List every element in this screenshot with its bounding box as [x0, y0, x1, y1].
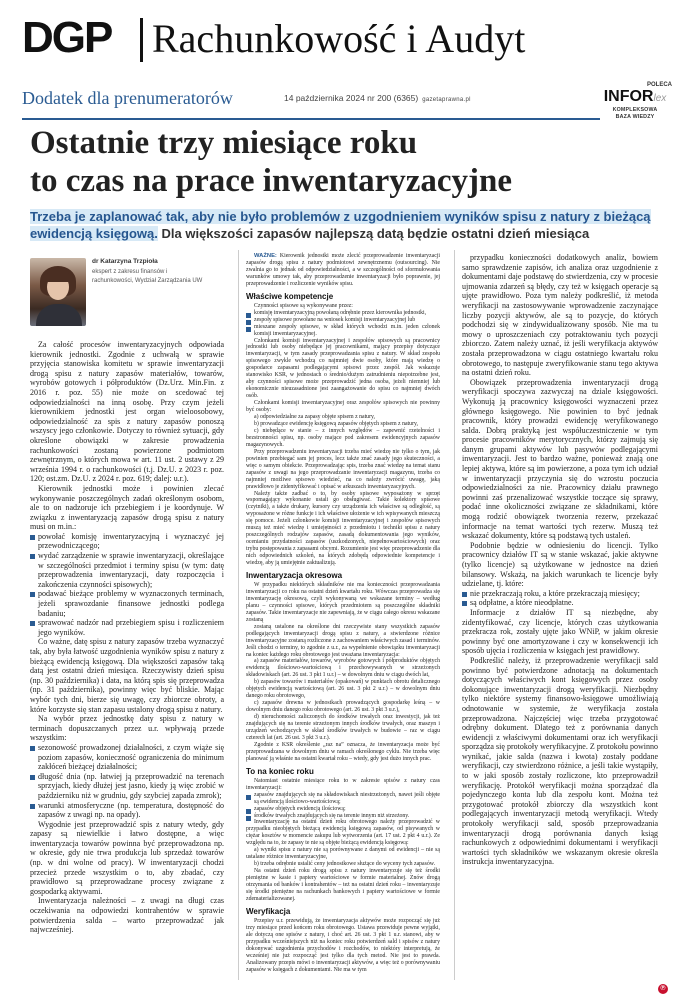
badge-tag: POLECA: [646, 82, 672, 88]
brand-name: INFOR: [603, 88, 654, 105]
paragraph-text: Kierownik jednostki może zlecić przeprowadzenie inwentaryzacji zapasów drogą spisu z natury podmiotowi zewnętrznemu (outsourcing). Nie zwalnia go to jednak od odpowiedzialności, a w szczególności od sformułowania warunków umowy tak, aby przeprowadzenie inwentaryzacji było poprawnie, jej przeprowadzenie i rozliczenie wyników spisu.: [246, 253, 440, 287]
paragraph: [246, 624, 440, 659]
article-column-3: [462, 253, 658, 867]
article-column-2: [246, 253, 440, 974]
paragraph-text: komisję inwentaryzacyjną powołaną odrębnie przez kierownika jednostki,: [254, 309, 427, 316]
subheading: [246, 766, 440, 777]
paragraph: [462, 541, 658, 589]
article-column-1: [30, 340, 224, 935]
paragraph-text: Kierownik jednostki może i powinien zlecać wykonywanie poszczególnych zadań określonym osobom, ale to on nadzoruje ich przebiegiem i je koordynuje. W związku z inwentaryzacją zapasów drogą spisu z natury musi on m.in.:: [30, 483, 224, 532]
lead-highlight-1: Trzeba je zaplanować tak, aby nie było problemów z uzgodnieniem wyników spisu z natury z bieżącą: [30, 209, 651, 224]
issue-info: [284, 93, 471, 103]
paragraph: [246, 303, 440, 310]
headline-line-1: Ostatnie trzy miesiące roku: [30, 125, 418, 161]
paragraph-text: Członkami komisji inwentaryzacyjnej oraz zespołów spisowych nie powinny być osoby:: [246, 400, 440, 414]
paragraph-text: b) prowadzące ewidencję księgową zapasów objętych spisem z natury,: [254, 420, 418, 427]
paragraph-text: długość dnia (np. łatwiej ją przeprowadzić na terenach sprzyjach, kiedy dłużej jest jasno, kiedy ją więc zrobić w październiku niż w grudniu, gdy szybciej zapada zmrok);: [38, 771, 224, 800]
paragraph: [30, 820, 224, 897]
paragraph: [246, 700, 440, 714]
paragraph-text: Podobnie będzie w odniesieniu do licencji. Tylko pracownicy działów IT są w stanie wskazać, jakie aktywne (tylko licencje) są użytkowane w jednostce na dzień bilansowy. Wskażą, na jakich warunkach te licencje były udzielane, tj. które:: [462, 540, 658, 589]
bullet-item: [30, 743, 224, 772]
paragraph-text: b) zapasów towarów i materiałów (opakowań) w punktach obrotu detalicznego objętych ewidencją wartościową (art. 26 ust. 3 pkt 2 u.r.) – w dowolnym dniu danego roku obrotowego,: [246, 679, 440, 700]
paragraph-text: W przypadku niektórych składników nie ma konieczności przeprowadzania inwentaryzacji co roku na ostatni dzień kwartału roku. Wówczas przeprowadza się inwentaryzację okresową, czyli wykonywaną we wskazane terminy – według planu – czynności spisowe, których przedmiotem są poszczególne składniki zapasów. Takie inwentaryzacje nie zapewniają, że w ciągu całego okresu wskazane zostaną: [246, 581, 440, 623]
paragraph-text: zapasów znajdujących się na składowiskach niestrzeżonych, nawet jeśli objęte są ewidencją ilościowo-wartościową;: [254, 791, 440, 805]
column-divider: [238, 250, 239, 980]
paragraph: [30, 637, 224, 714]
author-role: ekspert z zakresu finansów i rachunkowości, Wydział Zarządzania UW: [92, 269, 203, 284]
paragraph-text: są odpłatne, a które nieodpłatne.: [470, 598, 574, 608]
issue-date: 14 października 2024 nr 200 (6365): [284, 93, 419, 103]
paragraph: [30, 714, 224, 743]
paragraph: [246, 679, 440, 700]
paragraph-text: Na wybór przez jednostkę daty spisu z natury w terminach dopuszczanych przez u.r. wpływają przede wszystkim:: [30, 714, 224, 743]
paragraph-text: Weryfikacja: [246, 906, 291, 916]
paragraph-text: Na ostatni dzień roku drogą spisu z natury inwentaryzuje się też środki pieniężne w kasie i papiery wartościowe w formie materialnej. Znów drogą otrzymania od banków i kontrahentów – też na ostatni dzień roku – inwentaryzuje się środki pieniężne na rachunkach bankowych i papiery wartościowe w formie zdematerializowanej.: [246, 868, 440, 902]
paragraph-text: przypadku konieczności dodatkowych analiz, bowiem samo sprawdzenie zapisów, ich analiza oraz uzgodnienie z dokumentami daje podstawę do stwierdzenia, czy w procesie ujmowania zdarzeń są błędy, czy też w księgach operacje są ujęte prawidłowo. Poza tym należy podkreślić, iż metoda weryfikacji na zastosowywanie wprowadzenie zaczynające liczby pozycji aktywów, ale są to pozycje, do których podchodzi się w zindywidualizowany sposób. Nie ma tu mowy o uproszczeniach czy potraktowaniu tych pozycji zbiorczo. Zatem należy uznać, iż jeśli weryfikacja aktywów została przeprowadzona w ciągu ostatniego kwartału roku obrotowego, to następuje zweryfikowanie stanu tego aktywa na ostatni dzień roku.: [462, 253, 658, 378]
headline-line-2: to czas na prace inwentaryzacyjne: [30, 163, 513, 199]
bullet-item: [30, 589, 224, 618]
paragraph: [30, 484, 224, 532]
paragraph: [246, 400, 440, 414]
bullet-item: [246, 792, 440, 806]
paragraph: [462, 608, 658, 656]
paragraph: [246, 414, 440, 421]
bullet-item: [246, 806, 440, 813]
paragraph-text: Co ważne, datę spisu z natury zapasów trzeba wyznaczyć tak, aby była łatwość uzgodnienia wyników spisu z natury z bieżącą ewidencją księgową. Dla większości zapasów taką datą jest ostatni dzień miesiąca. Rzeczywisty dzień spisu (np. 30 października) i data, na którą spis się przeprowadza (np. 31 października), powinny więc być bliskie. Mając wybór tych dni, bierze się uwagę, czy zbiorcze obroty, a które korzyste się stan zapasu ustalony drogą spisu z natury.: [30, 637, 224, 714]
paragraph: [30, 340, 224, 484]
bullet-item: [30, 618, 224, 637]
paragraph: [246, 428, 440, 449]
paragraph-text: a) zapasów materiałów, towarów, wyrobów gotowych i półproduktów objętych ewidencją ilościowo-wartościową i przechowywanych w strzeżonych składowiskach (art. 26 ust. 3 pkt 1 u.r.) – w dowolnym dniu w ciągu dwóch lat,: [246, 658, 440, 679]
paragraph-text: środków trwałych znajdujących się na terenie innym niż strzeżony.: [254, 812, 410, 819]
bullet-item: [30, 772, 224, 801]
section-title: Rachunkowość i Audyt: [152, 16, 526, 61]
paragraph: [246, 778, 440, 792]
paragraph-text: zespoły spisowe powołane na wniosek komisji inwentaryzacyjnej lub: [254, 316, 416, 323]
masthead: [22, 12, 666, 74]
paragraph: [246, 714, 440, 742]
paragraph-text: Należy także zadbać o to, by osoby spisowe wyposażony w sprzęt wspomagający wykonanie ustali go obsługiwać. Takie kolektory spisowe (czytniki), a także drukary, kursory czy urządzenia ich właściwe są odległość, są wyposażone w różne funkcje i ich właściwe ułożenie w ich wpisywanych mieszczą się pomoce. Jeżeli członkowie komisji inwentaryzacyjnej i zespołów spisowych muszą też mieć wiedzę i umiejętności z przedmiotu i techniki spisu z natury poszczególnych rodzajów zapasów, zasadą dokumentowania jego wyników, ocenianiu przydatności zapasów (uszkodzonych, niepełnowartościowych) oraz trybu postępowania z zapasami obcymi. Rozumienie jest więc przeprowadzenie dla nich odpowiednich szkoleń, na których zdobędą odpowiednie kompetencje i wiedzę, aby ją umiejętnie zaktualizują.: [246, 490, 440, 567]
paragraph: [246, 582, 440, 624]
bullet-item: [30, 532, 224, 551]
author-name: dr Katarzyna Trzpioła: [92, 258, 158, 265]
bullet-item: [462, 598, 658, 608]
paragraph: [30, 896, 224, 934]
important-label: WAŻNE:: [254, 253, 280, 259]
subheader: [22, 88, 612, 110]
paragraph-text: podawać bieżące problemy w wyznaczonych terminach, jeżeli sprawozdanie finansowe jednostki podlega badaniu;: [38, 589, 224, 618]
paragraph-text: nie przekraczają roku, a które przekraczają miesięcy;: [470, 588, 640, 598]
author-box: [30, 258, 203, 328]
bullet-item: [462, 589, 658, 599]
paragraph-text: wydać zarządzenie w sprawie inwentaryzacji, określające w szczególności przedmiot i terminy spisu (w tym: datę przeprowadzenia inwentaryzacji, daty rozpoczęcia i zakończenia czynności spisowych);: [38, 551, 224, 589]
column-divider: [454, 250, 455, 980]
paragraph-text: warunki atmosferyczne (np. temperatura, dostępność do zapasów z uwagi np. na opady).: [38, 800, 224, 820]
paragraph: [246, 338, 440, 401]
header-rule: [22, 118, 600, 120]
paragraph: [246, 491, 440, 567]
paragraph-text: Zgodnie z KSR określenie „raz na” oznacza, że inwentaryzacja może być przeprowadzana w dowolnym dniu w ramach określonego cyklu. Nie trzeba więc planować ją właśnie na ostatni kwartał roku – wtedy, gdy jest dużo innych prac.: [246, 741, 440, 762]
paragraph-text: Natomiast ostatnie miesiące roku to w zakresie spisów z natury czas inwentaryzacji:: [246, 777, 440, 791]
paragraph: [462, 656, 658, 867]
paragraph-text: powołać komisję inwentaryzacyjną i wyznaczyć jej przewodniczącego;: [38, 531, 224, 551]
paragraph-text: Właściwe kompetencje: [246, 291, 334, 301]
paragraph-text: Inwentaryzacja należności – z uwagi na długi czas oczekiwania na odpowiedzi kontrahentów w sprawie potwierdzenia salda – warto przeprowadzać jak najwcześniej.: [30, 896, 224, 935]
copyright-mark: ℗: [658, 984, 668, 994]
paragraph: [246, 421, 440, 428]
paragraph-text: Inwentaryzacja okresowa: [246, 570, 343, 580]
paragraph-text: zostaną ustalone na określone dni rzeczywiste stany wszystkich zapasów podlegających inwentaryzacji drogą spisu z natury, a stwierdzone różnice inwentaryzacyjne zostaną rozliczone z zachowaniem właściwych zasad i terminów. Jeśli chodzi o terminy, to zgodnie z u.r., za wypełnienie obowiązku inwentaryzacji na koniec każdego roku obrotowego jest uważana inwentaryzacja:: [246, 623, 440, 658]
article-headline: [30, 124, 670, 200]
paragraph-text: a) wyniki spisu z natury nie są porównywane z danymi od ewidencji – nie są ustalane różnice inwentaryzacyjne,: [246, 847, 440, 861]
paragraph-text: Inwentaryzację na ostatni dzień roku obrotowego należy przeprowadzić w przypadku nieobjętych bieżącą ewidencją księgową zapasów, od pisywanych w ciężar kosztów w momencie zakupu lub wytworzenia (art. 17 ust. 2 pkt 4 u.r.). Ze względu na to, że zapasy te nie są objęte bieżącą ewidencją księgową:: [246, 819, 440, 847]
paragraph-text: Przy przeprowadzeniu inwentaryzacji trzeba mieć wiedzę nie tylko o tym, jak powinien przebiegać sam jej proces, lecz także znać zasady jego skuteczności, a więc o samym obiekcie. Przeprowadzając spis, trzeba znać wiedzę na temat stanu zapasów z uwagi na jego przeprowadzanie inwentaryzacji magazynu, trzeba co najmniej możliwe spisowo wiedzieć, na co należy zwrócić uwagę, jaką prawidłowo je zidentyfikować i opisać w arkuszach inwentaryzacyjnych.: [246, 448, 440, 490]
paragraph: [246, 861, 440, 868]
paragraph-text: b) trzeba odrębnie ustalić ceny jednostkowe służące do wyceny tych zapasów.: [254, 861, 436, 868]
paragraph-text: Członkami komisji inwentaryzacyjnej i zespołów spisowych są pracownicy jednostki lub osoby niebędące jej pracownikami, mający przepisy dotyczące inwentaryzacji, w tym zasady przeprowadzania spisu z natury. W skład zespołu spisowego zwykle wchodzą co najmniej dwie osoby, które mają wiedzę o gospodarce zapasami podlegającymi spisowi przez zespół. Jak wskazuje stanowisko KSR, w jednostach o średnio/dużym zatrudnieniu niepotrzebne jest, aby czynności spisowe może przeprowadzić jedna osoba, jeżeli niemniej lub ekonomicznie nieuzasadnione jest zaangażowanie do spisu co najmniej dwóch osób.: [246, 337, 440, 400]
infor-lex-badge[interactable]: [598, 82, 672, 128]
subheading: [246, 906, 440, 917]
badge-line-1: KOMPLEKSOWA: [612, 107, 658, 113]
paragraph-text: sezonowość prowadzonej działalności, z czym wiąże się poziom zapasów, konieczność ograniczenia do minimum zakłóceń bieżącej działalności;: [38, 742, 224, 772]
lead-rest: Dla większości zapasów najlepszą datą będzie ostatni dzień miesiąca: [161, 226, 590, 241]
paragraph-text: mieszane zespoły spisowe, w skład których wchodzi m.in. jeden członek komisji inwentaryzacyjnej.: [254, 323, 440, 337]
paragraph: [246, 742, 440, 763]
paragraph-text: c) zapasów drewna w jednostkach prowadzących gospodarkę leśną – w dowolnym dniu danego roku obrotowego (art. 26 ust. 3 pkt 3 u.r.),: [246, 700, 440, 714]
author-photo: [30, 258, 86, 326]
badge-line-2: BAZA WIEDZY: [615, 113, 655, 120]
subheading: [246, 291, 440, 302]
paragraph-text: d) nieruchomości zaliczonych do środków trwałych oraz inwestycji, jak też znajdujących się na terenie strzeżonym innych środków trwałych, oraz maszyn i urządzeń wchodzących w skład środków trwałych w budowie – raz w ciągu czterech lat (art. 26 ust. 3 pkt 3 u.r.).: [246, 714, 440, 741]
paragraph: [246, 868, 440, 903]
subheading: [246, 570, 440, 581]
brand-suffix: lex: [653, 93, 667, 104]
paragraph-text: Informacje z działów IT są niezbędne, aby zidentyfikować, czy licencje, których czas użytkowania przekracza rok, zostały ujęte jako WNiP, w jakim okresie powinny być one amortyzowane i czy w konsekwencji ich sposób ujęcia i rozliczenia w księgach jest prawidłowy.: [462, 607, 658, 656]
paragraph: [462, 378, 658, 541]
paragraph-text: Obowiązek przeprowadzenia inwentaryzacji drogą weryfikacji spoczywa zazwyczaj na dziale księgowości. Wykonują ją pracownicy księgowości wyznaczeni przez głównego księgowego. Nie powinien to być jednak pracownik, który prowadzi ewidencję weryfikowanego salda. Dobrą praktyką jest współuczestniczenie w tym procesie pracowników merytorycznych, którzy zajmują się danym grupami aktywów lub pasywów podlegającymi inwentaryzacji. Jest to bardzo ważne, ponieważ znają one lepiej aktywa, które są im powierzone, a poza tym ich udział w inwentaryzacji przyczynia się do wzrostu poczucia odpowiedzialności za nie. Pracownicy działu prawnego powinni zaś przenalizować wszystkie toczące się sprawy, podać inne okoliczności związane ze składnikami, które mogą rodzić obowiązek tworzenia rezerw, przekazać informacje na temat wartości tych rezerw. Muszą też wskazać dokumenty, które są podstawą tych ustaleń.: [462, 377, 658, 541]
lead-highlight-2: ewidencją księgową.: [30, 226, 158, 241]
paragraph: [246, 918, 440, 974]
infor-logo: [598, 88, 672, 107]
masthead-divider: [140, 18, 143, 62]
paragraph-text: Czynności spisowe są wykonywane przez:: [254, 302, 353, 309]
paragraph-text: Za całość procesów inwentaryzacyjnych odpowiada kierownik jednostki. Zgodnie z uchwałą w sprawie przyjęcia stanowiska komitetu w sprawie inwentaryzacji drogą spisu z natury zapasów materiałów, towarów, wyrobów gotowych i półproduktów (Dz.Urz. Min.Fin. z 2016 r. poz. 55) nie może on scedować tej odpowiedzialności na inną osobę. Przy czym jeżeli kierownikiem jednostki jest organ wieloosobowy, odpowiedzialność za spis z natury zapasów ponoszą wszyscy jego członkowie. Dotyczy to również sytuacji, gdy określone obowiązki w zakresie prowadzenia rachunkowości zostaną powierzone podmiotom zewnętrznym, o których mowa w art. 11 ust. 2 ustawy z 29 września 1994 r. o rachunkowości (t.j. Dz.U. z 2023 r. poz. 120; ost.zm. Dz.U. z 2024 r. poz. 619; dalej: u.r.).: [30, 340, 224, 484]
paragraph-text: To na koniec roku: [246, 766, 314, 776]
paragraph-text: a) odpowiedzialne za zapasy objęte spisem z natury,: [254, 414, 375, 421]
bullet-item: [246, 813, 440, 820]
paragraph: [246, 847, 440, 861]
paragraph: [246, 819, 440, 847]
paragraph-text: sprawować nadzór nad przebiegiem spisu i rozliczeniem jego wyników.: [38, 618, 224, 637]
article-lead: [30, 208, 670, 242]
paragraph: [246, 658, 440, 679]
bullet-item: [246, 324, 440, 338]
bullet-item: [246, 317, 440, 324]
paragraph: [462, 253, 658, 378]
paragraph-text: Przepisy u.r. przewidują, że inwentaryzacja aktywów może rozpocząć się już trzy miesiące przed końcem roku obrotowego. Ustawa przewiduje pewne wyjątki, ale dotyczą one spisów z natury, i choć art. 26 ust. 3 pkt 1 u.r. stanowi, aby w przypadku wcześniejszych niż na koniec roku potwierdzeń sald i spisów z natury dokonywać uzgodnienia przychodów i rozchodów, to niektóry interpretują, że wcześniej nie już rozpocząć jest tylko dla tych metod. Nie jest to prawda. Analizowany przepis mówi o inwentaryzacji aktywów, a więc też o porównywaniu zapasów w księgach z dokumentami. Nie ma w tym: [246, 917, 440, 973]
supplement-title: Dodatek dla prenumeratorów: [22, 88, 233, 108]
bullet-item: [30, 801, 224, 820]
bullet-item: [30, 551, 224, 589]
paragraph-text: Wygodnie jest przeprowadzić spis z natury wtedy, gdy zapasy są niewielkie i łatwo dostępne, a więc inwentaryzacja towarów powinna być przeprowadzona np. w okresie, gdy nie trwa produkcja lub sprzedaż towarów (np. w dni wolne od pracy). W inwentaryzacji chodzi przecież przede wszystkim o to, aby zbadać, czy prawidłowo są przeprowadzane procesy związane z gospodarką aktywami.: [30, 819, 224, 896]
site-name[interactable]: gazetaprawna.pl: [422, 97, 471, 103]
bullet-item: [246, 310, 440, 317]
important-note: [246, 253, 440, 288]
paragraph-text: Podkreślić należy, iż przeprowadzenie weryfikacji sald powinno być potwierdzone adnotacją na dokumentach dotyczących właściwych kont księgowych przez osoby dokonujące inwentaryzacji drogą weryfikacji. Niezbędny tylko niektóre systemy finansowo-księgowe umożliwiają odnotowanie w systemie, że weryfikacja została przeprowadzona. Najczęściej więc trzeba przygotować odrębny dokument. Dlatego też z porównania danych ewidencji z właściwymi dokumentami oraz ich weryfikacji sporządza się protokoły weryfikacyjne. Z protokołu powinno wynikać, jakie salda (nazwa i kwota) zostały poddane weryfikacji, czy stwierdzono różnice, a jeśli takie wystąpiły, to w jaki sposób zostały rozliczone, kto przeprowadził weryfikację. Protokół weryfikacji można sporządzać dla pojedynczego konta lub dla zespołu kont. Można też przygotować protokół zbiorczy dla wszystkich kont podlegających inwentaryzacji metodą weryfikacji. Wtedy protokoły weryfikacji sald, sposób przeprowadzania inwentaryzacji drogą porównania danych ksiąg rachunkowych z odpowiednimi dokumentami i weryfikacji wartości tych składników we wskazanym okresie określa instrukcja inwentaryzacyjna.: [462, 655, 658, 867]
paragraph-text: zapasów objętych ewidencją ilościową;: [254, 805, 346, 812]
paragraph-text: c) niebędące w stanie – z innych względów – zapewnić rzetelności i bezstronności spisu, np. osoby mające pod zakresem ewidencyjnych zapasów magazynowych.: [246, 427, 440, 448]
dgp-logo[interactable]: DGP: [22, 13, 112, 62]
paragraph: [246, 449, 440, 491]
